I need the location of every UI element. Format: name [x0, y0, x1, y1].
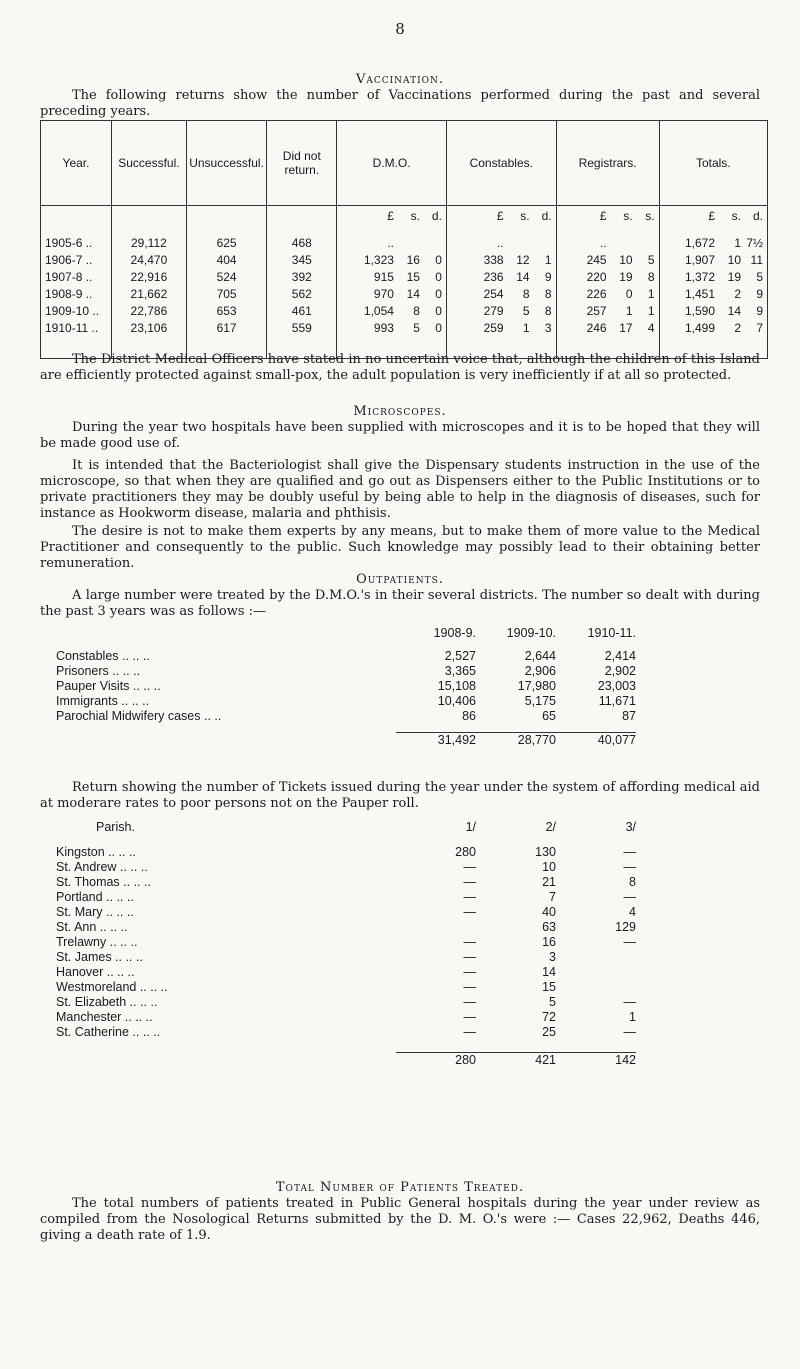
unsuccessful-values: 625 404 524 705 653 617 — [216, 236, 237, 335]
outpatients-total: 28,770 — [476, 732, 556, 747]
ticket-count: 129 — [615, 920, 636, 934]
ticket-count: — — [463, 1010, 476, 1024]
parish-name: St. James .. .. .. — [56, 950, 143, 964]
dmo-cell — [337, 206, 447, 359]
dmo-pounds: .. 1,323 915 970 1,054 993 — [363, 236, 394, 335]
dmo-pence-header: d. — [431, 209, 442, 223]
outpatients-label: Prisoners .. .. .. — [56, 664, 141, 678]
parish-header: Parish. — [96, 820, 135, 834]
registrars-shillings: 10 19 0 1 17 — [619, 253, 633, 335]
outpatients-label: Constables .. .. .. — [56, 649, 150, 663]
did-not-return-values: 468 345 392 562 461 559 — [291, 236, 312, 335]
constables-cell — [446, 206, 556, 359]
outpatients-label: Pauper Visits .. .. .. — [56, 679, 161, 693]
ticket-count: — — [623, 890, 636, 904]
outpatients-total: 31,492 — [396, 732, 476, 747]
ticket-count: 25 — [542, 1025, 556, 1039]
dmo-pound-header: £ — [387, 209, 394, 223]
outpatients-row — [56, 664, 636, 679]
outpatients-title: Outpatients. — [356, 572, 444, 587]
tickets-row — [56, 875, 636, 890]
parish-name: St. Mary .. .. .. — [56, 905, 134, 919]
parish-name: Kingston .. .. .. — [56, 845, 136, 859]
parish-name: St. Thomas .. .. .. — [56, 875, 151, 889]
tickets-row — [56, 980, 636, 995]
ticket-count: — — [463, 950, 476, 964]
outpatients-row — [56, 649, 636, 664]
header-constables: Constables. — [446, 121, 556, 206]
registrars-pounds: .. 245 220 226 257 246 — [586, 236, 607, 335]
ticket-count: — — [623, 995, 636, 1009]
parish-name: St. Elizabeth .. .. .. — [56, 995, 158, 1009]
ticket-count: 7 — [549, 890, 556, 904]
parish-name: St. Andrew .. .. .. — [56, 860, 148, 874]
outpatients-value: 11,671 — [598, 694, 636, 708]
header-year: Year. — [41, 121, 112, 206]
registrars-shilling-header: s. — [623, 209, 633, 223]
outpatients-value: 87 — [622, 709, 636, 723]
totals-cell — [659, 206, 767, 359]
ticket-count — [556, 980, 636, 995]
header-did-not-return: Did not return. — [267, 121, 337, 206]
tickets-row — [56, 995, 636, 1010]
outpatients-label: Parochial Midwifery cases .. .. — [56, 709, 222, 723]
ticket-count: 4 — [629, 905, 636, 919]
tickets-totals-row — [56, 1052, 636, 1067]
ticket-count: 72 — [542, 1010, 556, 1024]
outpatients-totals-row — [56, 732, 636, 747]
parish-name: Trelawny .. .. .. — [56, 935, 138, 949]
rate-header: 1/ — [465, 820, 476, 834]
tickets-table — [56, 820, 636, 1067]
microscopes-paragraph-3: The desire is not to make them experts by any means, but to make them of more value to the Medical Practitioner and consequently to the public. Such knowledge may possibly lead to their obtaining better remuneration. — [40, 524, 760, 571]
tickets-header-row — [56, 820, 636, 835]
outpatients-intro: A large number were treated by the D.M.O.'s in their several districts. The number so dealt with during the past 3 years was as follows :— — [40, 588, 760, 619]
ticket-count: 40 — [542, 905, 556, 919]
ticket-count: 10 — [542, 860, 556, 874]
ticket-count: 280 — [455, 845, 476, 859]
dmo-pence: 0 0 0 0 0 — [435, 253, 442, 335]
ticket-count: 21 — [542, 875, 556, 889]
outpatients-value: 10,406 — [437, 694, 476, 708]
outpatients-year: 1910-11. — [587, 626, 636, 640]
totals-pounds: 1,672 1,907 1,372 1,451 1,590 1,499 — [684, 236, 715, 335]
tickets-total: 421 — [476, 1052, 556, 1067]
header-successful: Successful. — [112, 121, 187, 206]
ticket-count: — — [463, 995, 476, 1009]
header-dmo: D.M.O. — [337, 121, 447, 206]
ticket-count: 8 — [629, 875, 636, 889]
tickets-intro: Return showing the number of Tickets issued during the year under the system of affording medical aid at moderare rates to poor persons not on the Pauper roll. — [40, 780, 760, 811]
tickets-row — [56, 965, 636, 980]
ticket-count: — — [623, 935, 636, 949]
vaccination-intro: The following returns show the number of Vaccinations performed during the past and several preceding years. — [40, 88, 760, 119]
ticket-count: 3 — [549, 950, 556, 964]
dmo-shilling-header: s. — [410, 209, 420, 223]
outpatients-value: 2,527 — [444, 649, 476, 663]
did-not-return-cell — [267, 206, 337, 359]
outpatients-value: 86 — [462, 709, 476, 723]
totals-pound-header: £ — [708, 209, 715, 223]
outpatients-year: 1908-9. — [433, 626, 476, 640]
parish-name: Portland .. .. .. — [56, 890, 134, 904]
ticket-count: 5 — [549, 995, 556, 1009]
tickets-row — [56, 860, 636, 875]
ticket-count: — — [623, 860, 636, 874]
totals-pence-header: d. — [752, 209, 763, 223]
constables-shillings: 12 14 8 5 1 — [516, 253, 530, 335]
header-registrars: Registrars. — [556, 121, 659, 206]
microscopes-paragraph-1: During the year two hospitals have been supplied with microscopes and it is to be hoped that they will be made good use of. — [40, 420, 760, 451]
header-totals: Totals. — [659, 121, 767, 206]
tickets-total: 280 — [396, 1052, 476, 1067]
constables-pounds: .. 338 236 254 279 259 — [483, 236, 504, 335]
tickets-row — [56, 845, 636, 860]
outpatients-value: 15,108 — [437, 679, 476, 693]
ticket-count: — — [463, 890, 476, 904]
successful-values: 29,112 24,470 22,916 21,662 22,786 23,106 — [130, 236, 168, 335]
tickets-row — [56, 935, 636, 950]
outpatients-value: 23,003 — [597, 679, 636, 693]
year-cell — [41, 206, 112, 359]
outpatients-value: 2,644 — [524, 649, 556, 663]
ticket-count: — — [463, 965, 476, 979]
tickets-row — [56, 920, 636, 935]
outpatients-value: 2,902 — [604, 664, 636, 678]
registrars-cell — [556, 206, 659, 359]
vaccination-title: Vaccination. — [355, 72, 445, 87]
constables-shilling-header: s. — [520, 209, 530, 223]
totals-shilling-header: s. — [731, 209, 741, 223]
registrars-pound-header: £ — [599, 209, 607, 223]
outpatients-row — [56, 709, 636, 724]
registrars-pence: 5 8 1 1 4 — [647, 253, 655, 335]
outpatients-year: 1909-10. — [506, 626, 556, 640]
ticket-count: 1 — [629, 1010, 636, 1024]
tickets-row — [56, 950, 636, 965]
outpatients-value: 2,414 — [604, 649, 636, 663]
table-header-row — [41, 121, 768, 206]
ticket-count — [396, 920, 476, 935]
outpatients-value: 17,980 — [517, 679, 556, 693]
ticket-count: — — [463, 905, 476, 919]
ticket-count: — — [623, 845, 636, 859]
constables-pound-header: £ — [496, 209, 504, 223]
parish-name: St. Catherine .. .. .. — [56, 1025, 161, 1039]
ticket-count: — — [463, 935, 476, 949]
successful-cell — [112, 206, 187, 359]
outpatients-row — [56, 679, 636, 694]
dmo-shillings: 16 15 14 8 5 — [406, 253, 420, 335]
ticket-count: 15 — [542, 980, 556, 994]
outpatients-year-row — [56, 626, 636, 641]
outpatients-label: Immigrants .. .. .. — [56, 694, 150, 708]
microscopes-paragraph-2: It is intended that the Bacteriologist shall give the Dispensary students instruction in the use of the microscope, so that when they are qualified and go out as Dispensers either to the Public Institutions or to private practitioners they may be doubly useful by being able to help in the diagnosis of diseases, such for instance as Hookworm disease, malaria and phthisis. — [40, 458, 760, 521]
ticket-count: — — [463, 860, 476, 874]
ticket-count — [556, 950, 636, 965]
ticket-count: — — [463, 1025, 476, 1039]
ticket-count: 14 — [542, 965, 556, 979]
outpatients-value: 5,175 — [524, 694, 556, 708]
rate-header: 3/ — [625, 820, 636, 834]
parish-name: Manchester .. .. .. — [56, 1010, 153, 1024]
ticket-count: 16 — [542, 935, 556, 949]
ticket-count: — — [463, 980, 476, 994]
parish-name: Hanover .. .. .. — [56, 965, 135, 979]
header-unsuccessful: Unsuccessful. — [186, 121, 267, 206]
total-patients-title: Total Number of Patients Treated. — [275, 1180, 525, 1195]
outpatients-value: 2,906 — [524, 664, 556, 678]
outpatients-value: 65 — [542, 709, 556, 723]
totals-shillings: 1 10 19 2 14 2 — [727, 236, 741, 335]
registrars-pence-header: s. — [645, 209, 655, 223]
tickets-total: 142 — [556, 1052, 636, 1067]
rate-header: 2/ — [545, 820, 556, 834]
unsuccessful-cell — [186, 206, 267, 359]
microscopes-title: Microscopes. — [353, 404, 447, 419]
parish-name: St. Ann .. .. .. — [56, 920, 128, 934]
page-number: 8 — [395, 20, 405, 38]
outpatients-row — [56, 694, 636, 709]
totals-pence: 7½ 11 5 9 9 7 — [746, 236, 763, 335]
ticket-count: 130 — [535, 845, 556, 859]
tickets-row — [56, 1010, 636, 1025]
tickets-row — [56, 1025, 636, 1040]
ticket-count — [556, 965, 636, 980]
constables-pence: 1 9 8 8 3 — [544, 253, 552, 335]
table-body-row — [41, 206, 768, 359]
constables-pence-header: d. — [541, 209, 552, 223]
total-patients-text: The total numbers of patients treated in Public General hospitals during the year under review as compiled from the Nosological Returns submitted by the D. M. O.'s were :— Cases 22,962, Deaths 446, giving a death rate of 1.9. — [40, 1196, 760, 1243]
tickets-row — [56, 905, 636, 920]
outpatients-table — [56, 626, 636, 747]
ticket-count: — — [463, 875, 476, 889]
tickets-row — [56, 890, 636, 905]
outpatients-total: 40,077 — [556, 732, 636, 747]
outpatients-value: 3,365 — [444, 664, 476, 678]
year-values: 1905-6 .. 1906-7 .. 1907-8 .. 1908-9 .. 1909-10 .. 1910-11 .. — [45, 236, 100, 335]
ticket-count: — — [623, 1025, 636, 1039]
dmo-statement: The District Medical Officers have stated in no uncertain voice that, although the children of this Island are efficiently protected against small-pox, the adult population is very inefficiently if at all so protected. — [40, 352, 760, 383]
ticket-count: 63 — [542, 920, 556, 934]
parish-name: Westmoreland .. .. .. — [56, 980, 168, 994]
vaccination-table — [40, 120, 768, 359]
